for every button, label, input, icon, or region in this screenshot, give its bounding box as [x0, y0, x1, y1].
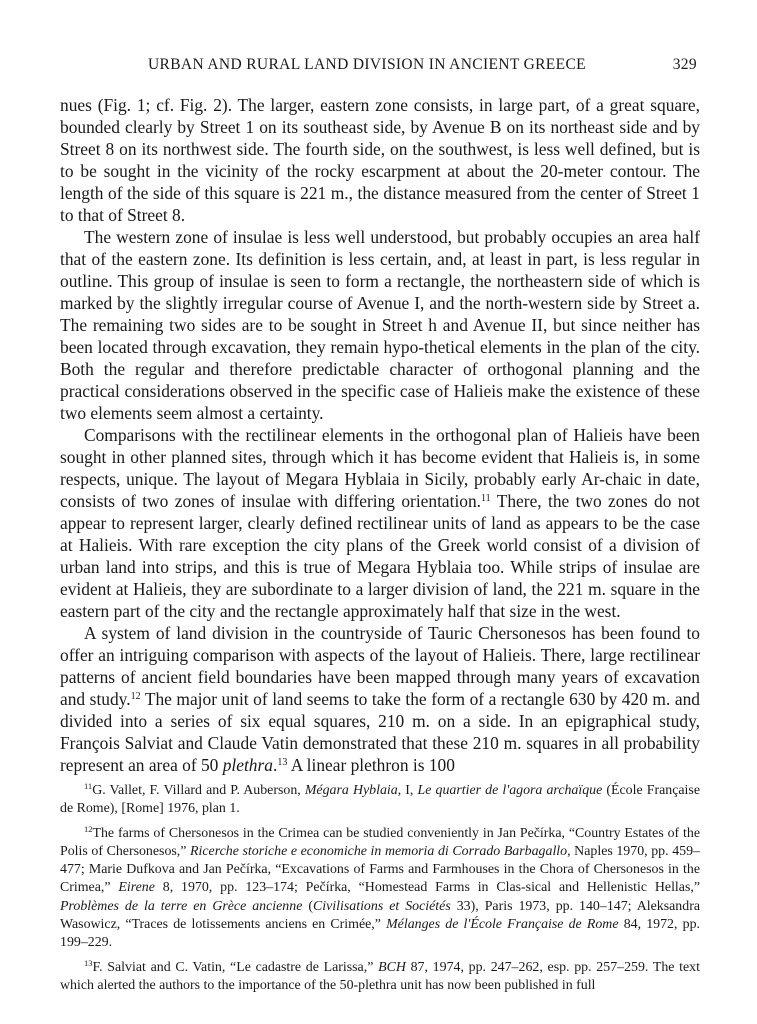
running-title: URBAN AND RURAL LAND DIVISION IN ANCIENT GREECE	[148, 56, 586, 73]
footnote-ref: 12	[130, 691, 141, 702]
paragraph-text: There, the two zones do not appear to represent larger, clearly defined rectilinear units of land as appears to be the case at Halieis. With rare exception the city plans of the Greek world consist of a division of urban land into strips, and this is true of Megara Hyblaia too. While strips of insulae are evident at Halieis, they are subordinate to a larger division of land, the 221 m. square in the eastern part of the city and the rectangle approximately half that size in the west.	[60, 491, 700, 621]
footnote-text: G. Vallet, F. Villard and P. Auberson,	[92, 783, 301, 798]
paragraph-text: nues (Fig. 1; cf. Fig. 2). The larger, eastern zone consists, in large part, of a great square, bounded clearly by Street 1 on its southeast side, by Avenue B on its northeast side and by Street 8 on its northwest side. The fourth side, on the southwest, is less well defined, but is to be sought in the vicinity of the rocky escarpment at about the 20-meter contour. The length of the side of this square is 221 m., the distance measured from the center of Street 1 to that of Street 8.	[60, 95, 700, 225]
footnote-text: , I,	[397, 783, 414, 798]
paragraph-text: .	[272, 755, 278, 775]
footnote-title: Problèmes de la terre en Grèce ancienne	[60, 898, 303, 914]
paragraph-text: A linear plethron is 100	[290, 755, 455, 775]
footnote-text: 84, 1972, pp. 199–229.	[60, 917, 700, 951]
footnote-title: Civilisations et Sociétés	[313, 898, 451, 914]
footnote-11	[60, 782, 700, 819]
paragraph	[60, 226, 700, 424]
footnote-12	[60, 825, 700, 953]
footnote-text: The farms of Chersonesos in the Crimea can be studied conveniently in Jan Pečírka, “Country Estates of the Polis of Chersonesos,”	[60, 825, 700, 859]
page-number: 329	[672, 56, 697, 73]
footnote-number: 11	[84, 781, 93, 791]
paragraph-text: The western zone of insulae is less well understood, but probably occupies an area half that of the eastern zone. Its definition is less certain, and, at least in part, is less regular in outline. This group of insulae is seen to form a rectangle, the northeastern side of which is marked by the slightly irregular course of Avenue I, and the north-western side by Street a. The remaining two sides are to be sought in Street h and Avenue II, but since neither has been located through excavation, they remain hypo-thetical elements in the plan of the city. Both the regular and therefore predictable character of orthogonal planning and the practical considerations observed in the specific case of Halieis make the existence of these two elements seem almost a certainty.	[60, 227, 700, 423]
footnote-text: F. Salviat and C. Vatin, “Le cadastre de Larissa,”	[92, 959, 374, 975]
footnote-title: Le quartier de l'agora archaïque	[417, 783, 603, 798]
italic-term: plethra	[222, 755, 273, 775]
footnote-title: Eirene	[118, 880, 155, 896]
body-text	[60, 94, 700, 776]
footnote-text: (	[308, 898, 313, 914]
footnote-text: , Naples 1970, pp. 459–477; Marie Dufkova and Jan Pečírka, “Excavations of Farms and Farmhouses in the Chora of Chersonesos in the Crimea,”	[60, 843, 700, 896]
footnote-title: Mégara Hyblaia	[304, 783, 398, 798]
footnote-text: 87, 1974, pp. 247–262, esp. pp. 257–259. The text which alerted the authors to the importance of the 50-plethra unit has now been published in full	[60, 959, 700, 993]
footnote-text: 8, 1970, pp. 123–174; Pečírka, “Homestead Farms in Clas-sical and Hellenistic Hellas,”	[162, 880, 701, 896]
footnote-ref: 13	[277, 757, 288, 768]
footnote-text: 33), Paris 1973, pp. 140–147; Aleksandra Wasowicz, “Traces de lotissements anciens en Crimée,”	[60, 898, 700, 933]
footnote-title: Ricerche storiche e economiche in memoria di Corrado Barbagallo	[190, 843, 568, 859]
footnote-text: (École Française de Rome), [Rome] 1976, plan 1.	[60, 783, 700, 817]
footnote-title: Mélanges de l'École Française de Rome	[386, 917, 619, 933]
paragraph	[60, 622, 700, 776]
footnotes	[60, 782, 700, 1001]
paragraph-text: A system of land division in the countryside of Tauric Chersonesos has been found to offer an intriguing comparison with aspects of the layout of Halieis. There, large rectilinear patterns of ancient field boundaries have been mapped through many years of excavation and study.	[60, 623, 700, 709]
paragraph	[60, 94, 700, 226]
footnote-13	[60, 959, 700, 996]
footnote-ref: 11	[481, 493, 491, 504]
footnote-number: 13	[84, 957, 93, 968]
footnote-title: BCH	[378, 959, 406, 975]
paragraph	[60, 424, 700, 622]
paragraph-text: Comparisons with the rectilinear elements in the orthogonal plan of Halieis have been sought in other planned sites, through which it has become evident that Halieis is, in some respects, unique. The layout of Megara Hyblaia in Sicily, probably early Ar-chaic in date, consists of two zones of insulae with differing orientation.	[60, 425, 700, 511]
paragraph-text: The major unit of land seems to take the form of a rectangle 630 by 420 m. and divided into a series of six equal squares, 210 m. on a side. In an epigraphical study, François Salviat and Claude Vatin demonstrated that these 210 m. squares in all probability represent an area of 50	[60, 689, 700, 775]
footnote-number: 12	[84, 823, 93, 834]
